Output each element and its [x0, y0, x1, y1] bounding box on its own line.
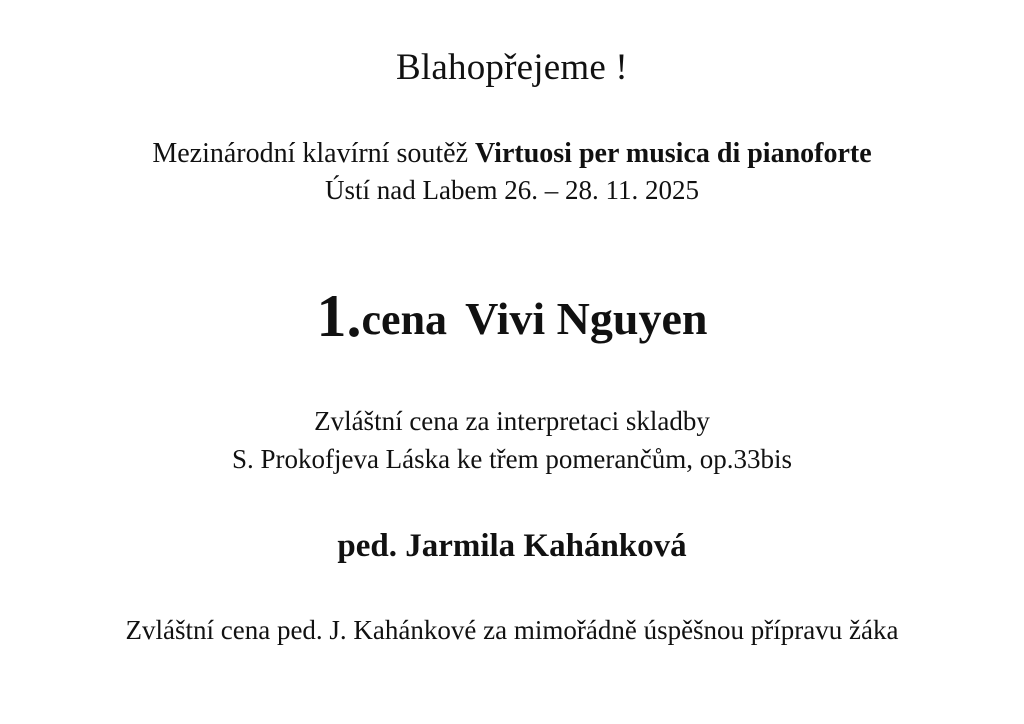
prize-line — [0, 283, 1024, 349]
prize-word: cena — [361, 294, 448, 344]
page-title: Blahopřejeme ! — [396, 47, 628, 88]
special-award-line-1: Zvláštní cena za interpretaci skladby — [314, 405, 710, 436]
teacher-name: ped. Jarmila Kahánková — [337, 527, 687, 564]
teacher-award-info — [0, 612, 1024, 648]
special-award-info — [0, 403, 1024, 479]
special-award-line-2: S. Prokofjeva Láska ke třem pomerančům, op.33bis — [231, 443, 793, 474]
teacher-info — [0, 527, 1024, 567]
competition-intro-text: Mezinárodní klavírní soutěž — [152, 137, 475, 169]
competition-title-line — [0, 135, 1024, 173]
competition-info — [0, 135, 1024, 209]
competition-place-and-date: Ústí nad Labem 26. – 28. 11. 2025 — [325, 175, 699, 206]
prize-rank: 1. — [316, 282, 362, 349]
prize-info — [0, 283, 1024, 349]
competition-name: Virtuosi per musica di pianoforte — [475, 137, 872, 169]
teacher-award-text: Zvláštní cena ped. J. Kahánkové za mimořádně úspěšnou přípravu žáka — [125, 615, 899, 646]
winner-name: Vivi Nguyen — [465, 292, 708, 344]
